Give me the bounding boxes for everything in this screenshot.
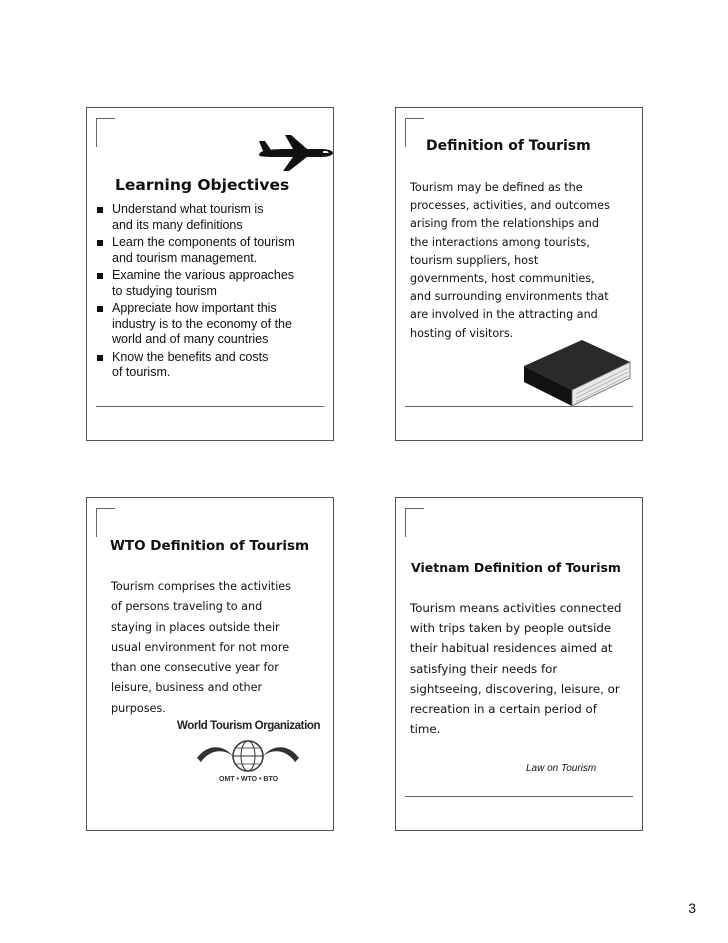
text-line: than one consecutive year for [111, 661, 279, 675]
text-line: with trips taken by people outside [410, 621, 612, 636]
text-line: staying in places outside their [111, 620, 280, 634]
slide-divider [405, 406, 633, 407]
list-item-line: Appreciate how important this [112, 301, 277, 315]
list-item-line: Examine the various approaches [112, 268, 295, 282]
slide-corner-frame [96, 118, 115, 147]
text-line: Tourism may be defined as the [410, 181, 583, 194]
slide-wto-definition [86, 497, 334, 831]
slide-corner-frame [405, 118, 424, 147]
list-item-line: and tourism management. [112, 250, 258, 265]
text-line: their habitual residences aimed at [410, 641, 613, 656]
list-item [97, 268, 325, 299]
wto-logo-wordmark: World Tourism Organization [177, 720, 321, 732]
book-icon [520, 334, 632, 410]
list-item-line: and its many definitions [112, 217, 243, 232]
text-line: time. [410, 722, 441, 737]
slide-vietnam-definition [395, 497, 643, 831]
text-line: usual environment for not more [111, 640, 290, 654]
text-line: Tourism comprises the activities [111, 580, 292, 593]
definition-text [410, 179, 610, 343]
text-line: the interactions among tourists, [410, 235, 590, 249]
text-line: of persons traveling to and [111, 600, 263, 614]
airplane-icon [257, 133, 335, 173]
slide-title: Definition of Tourism [426, 138, 591, 154]
text-line: satisfying their needs for [410, 661, 558, 676]
slide-title: Learning Objectives [115, 176, 290, 194]
list-item-line: industry is to the economy of the [112, 316, 292, 331]
wto-emblem-icon [193, 738, 303, 776]
slide-divider [405, 796, 633, 797]
text-line: hosting of visitors. [410, 326, 514, 340]
text-line: arising from the relationships and [410, 217, 599, 231]
list-item [97, 235, 325, 266]
wto-definition-text [111, 577, 291, 719]
slide-corner-frame [405, 508, 424, 537]
list-item-line: Learn the components of tourism [112, 235, 295, 249]
wto-logo [175, 720, 325, 790]
list-item-line: of tourism. [112, 365, 171, 379]
text-line: governments, host communities, [410, 272, 595, 286]
slide-divider [96, 406, 324, 407]
list-item-line: to studying tourism [112, 283, 217, 298]
slide-title: WTO Definition of Tourism [110, 538, 310, 554]
source-citation: Law on Tourism [526, 763, 597, 774]
vietnam-definition-text [410, 598, 621, 739]
list-item [97, 350, 325, 381]
slide-definition-of-tourism [395, 107, 643, 441]
list-item [97, 202, 325, 233]
slide-title: Vietnam Definition of Tourism [411, 560, 621, 575]
wto-logo-subtitle: OMT • WTO • BTO [219, 776, 279, 783]
page-number: 3 [688, 900, 696, 916]
text-line: tourism suppliers, host [410, 253, 539, 267]
objectives-list [97, 202, 325, 383]
slide-learning-objectives [86, 107, 334, 441]
text-line: are involved in the attracting and [410, 308, 598, 322]
text-line: purposes. [111, 701, 166, 715]
list-item [97, 301, 325, 348]
list-item-line: Understand what tourism is [112, 202, 264, 216]
text-line: leisure, business and other [111, 681, 263, 695]
text-line: processes, activities, and outcomes [410, 199, 610, 213]
text-line: and surrounding environments that [410, 290, 609, 304]
text-line: sightseeing, discovering, leisure, or [410, 681, 620, 696]
text-line: recreation in a certain period of [410, 702, 597, 717]
slide-corner-frame [96, 508, 115, 537]
list-item-line: Know the benefits and costs [112, 349, 269, 364]
text-line: Tourism means activities connected [410, 601, 622, 615]
list-item-line: world and of many countries [112, 332, 269, 346]
